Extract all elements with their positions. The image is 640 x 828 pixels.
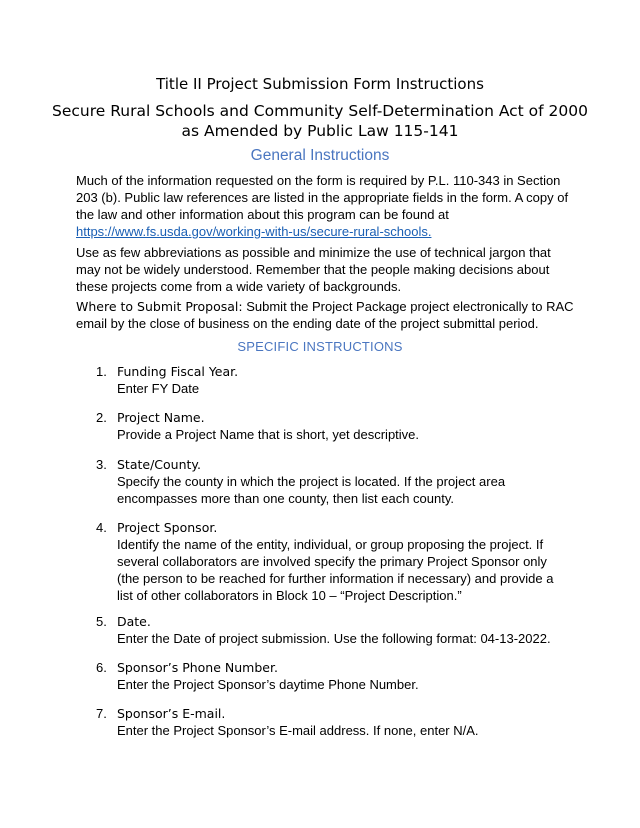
specific-instructions-heading: SPECIFIC INSTRUCTIONS xyxy=(237,339,403,354)
intro-paragraph xyxy=(76,172,576,240)
submit-proposal-text: Submit the Project Package project electronically to RAC email by the close of business on the ending date of the project submittal period. xyxy=(76,299,574,331)
item-body: Enter the Project Sponsor’s daytime Phone Number. xyxy=(117,677,419,692)
item-body: Identify the name of the entity, individual, or group proposing the project. If several collaborators are involved specify the primary Project Sponsor only (the person to be reached for further information if necessary) and provide a list of other collaborators in Block 10 – “Project Description.” xyxy=(117,537,554,603)
document-subtitle-line1: Secure Rural Schools and Community Self-Determination Act of 2000 xyxy=(52,102,588,120)
item-number: 1. xyxy=(96,364,107,379)
item-body: Enter FY Date xyxy=(117,381,200,396)
item-body: Enter the Date of project submission. Use the following format: 04-13-2022. xyxy=(117,631,551,646)
item-title: State/County. xyxy=(117,457,202,472)
item-title: Project Name. xyxy=(117,410,205,425)
item-body: Enter the Project Sponsor’s E-mail address. If none, enter N/A. xyxy=(117,723,479,738)
item-title: Sponsor’s E-mail. xyxy=(117,706,226,721)
submit-proposal-paragraph xyxy=(76,298,576,332)
item-title: Date. xyxy=(117,614,151,629)
general-instructions-heading: General Instructions xyxy=(250,147,390,164)
item-title: Project Sponsor. xyxy=(117,520,218,535)
item-body: Provide a Project Name that is short, yet descriptive. xyxy=(117,427,420,442)
item-number: 4. xyxy=(96,520,107,535)
item-number: 5. xyxy=(96,614,107,629)
item-title: Funding Fiscal Year. xyxy=(117,364,239,379)
item-title: Sponsor’s Phone Number. xyxy=(117,660,278,675)
document-title: Title II Project Submission Form Instructions xyxy=(156,75,484,93)
srs-website-link[interactable]: https://www.fs.usda.gov/working-with-us/secure-rural-schools. xyxy=(76,224,432,239)
item-body: Specify the county in which the project is located. If the project area encompasses more than one county, then list each county. xyxy=(117,474,506,506)
item-number: 2. xyxy=(96,410,107,425)
submit-proposal-lead: Where to Submit Proposal: xyxy=(76,299,243,314)
intro-paragraph-text: Much of the information requested on the form is required by P.L. 110-343 in Section 203 (b). Public law references are listed in the appropriate fields in the form. A copy of the law and other information about this program can be found at xyxy=(76,173,569,222)
item-number: 7. xyxy=(96,706,107,721)
item-number: 3. xyxy=(96,457,107,472)
document-subtitle-line2: as Amended by Public Law 115-141 xyxy=(181,122,459,140)
abbreviations-paragraph: Use as few abbreviations as possible and minimize the use of technical jargon that may not be widely understood. Remember that the people making decisions about these projects come from a wide variety of backgrounds. xyxy=(76,245,551,294)
item-number: 6. xyxy=(96,660,107,675)
